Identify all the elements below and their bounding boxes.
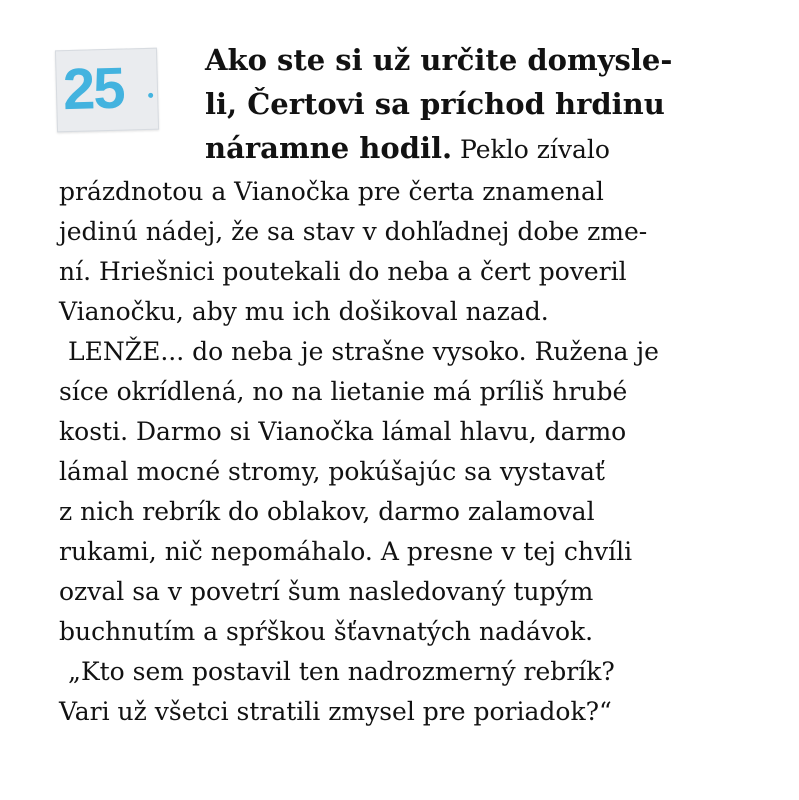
body-line-11: ozval sa v povetrí šum nasledovaný tupým	[59, 577, 594, 606]
lead-line-2: li, Čertovi sa príchod hrdinu	[205, 87, 665, 121]
body-line-6: síce okrídlená, no na lietanie má príliš hrubé	[59, 377, 628, 406]
lead-line-3-tail: Peklo zívalo	[452, 135, 610, 164]
body-line-1: prázdnotou a Vianočka pre čerta znamenal	[59, 177, 604, 206]
body-line-7: kosti. Darmo si Vianočka lámal hlavu, darmo	[59, 417, 627, 446]
body-line-14: Vari už všetci stratili zmysel pre poriadok?“	[59, 697, 612, 726]
body-line-13: „Kto sem postavil ten nadrozmerný rebrík?	[68, 657, 615, 686]
body-line-8: lámal mocné stromy, pokúšajúc sa vystavať	[59, 457, 605, 486]
body-line-2: jedinú nádej, že sa stav v dohľadnej dobe zme-	[59, 217, 648, 246]
body-line-10: rukami, nič nepomáhalo. A presne v tej chvíli	[59, 537, 633, 566]
body-line-3: ní. Hriešnici poutekali do neba a čert poveril	[59, 257, 627, 286]
lead-line-3	[205, 126, 610, 172]
body-line-4: Vianočku, aby mu ich došikoval nazad.	[59, 297, 549, 326]
lead-line-3-bold: náramne hodil.	[205, 131, 453, 165]
body-line-12: buchnutím a spŕškou šťavnatých nadávok.	[59, 617, 594, 646]
lead-line-1: Ako ste si už určite domysle-	[205, 43, 673, 77]
body-line-9: z nich rebrík do oblakov, darmo zalamoval	[59, 497, 595, 526]
chapter-number-dot	[148, 93, 153, 98]
chapter-number-badge	[55, 48, 159, 133]
body-line-5: LENŽE... do neba je strašne vysoko. Ružena je	[68, 337, 659, 366]
chapter-number: 25	[62, 55, 125, 123]
